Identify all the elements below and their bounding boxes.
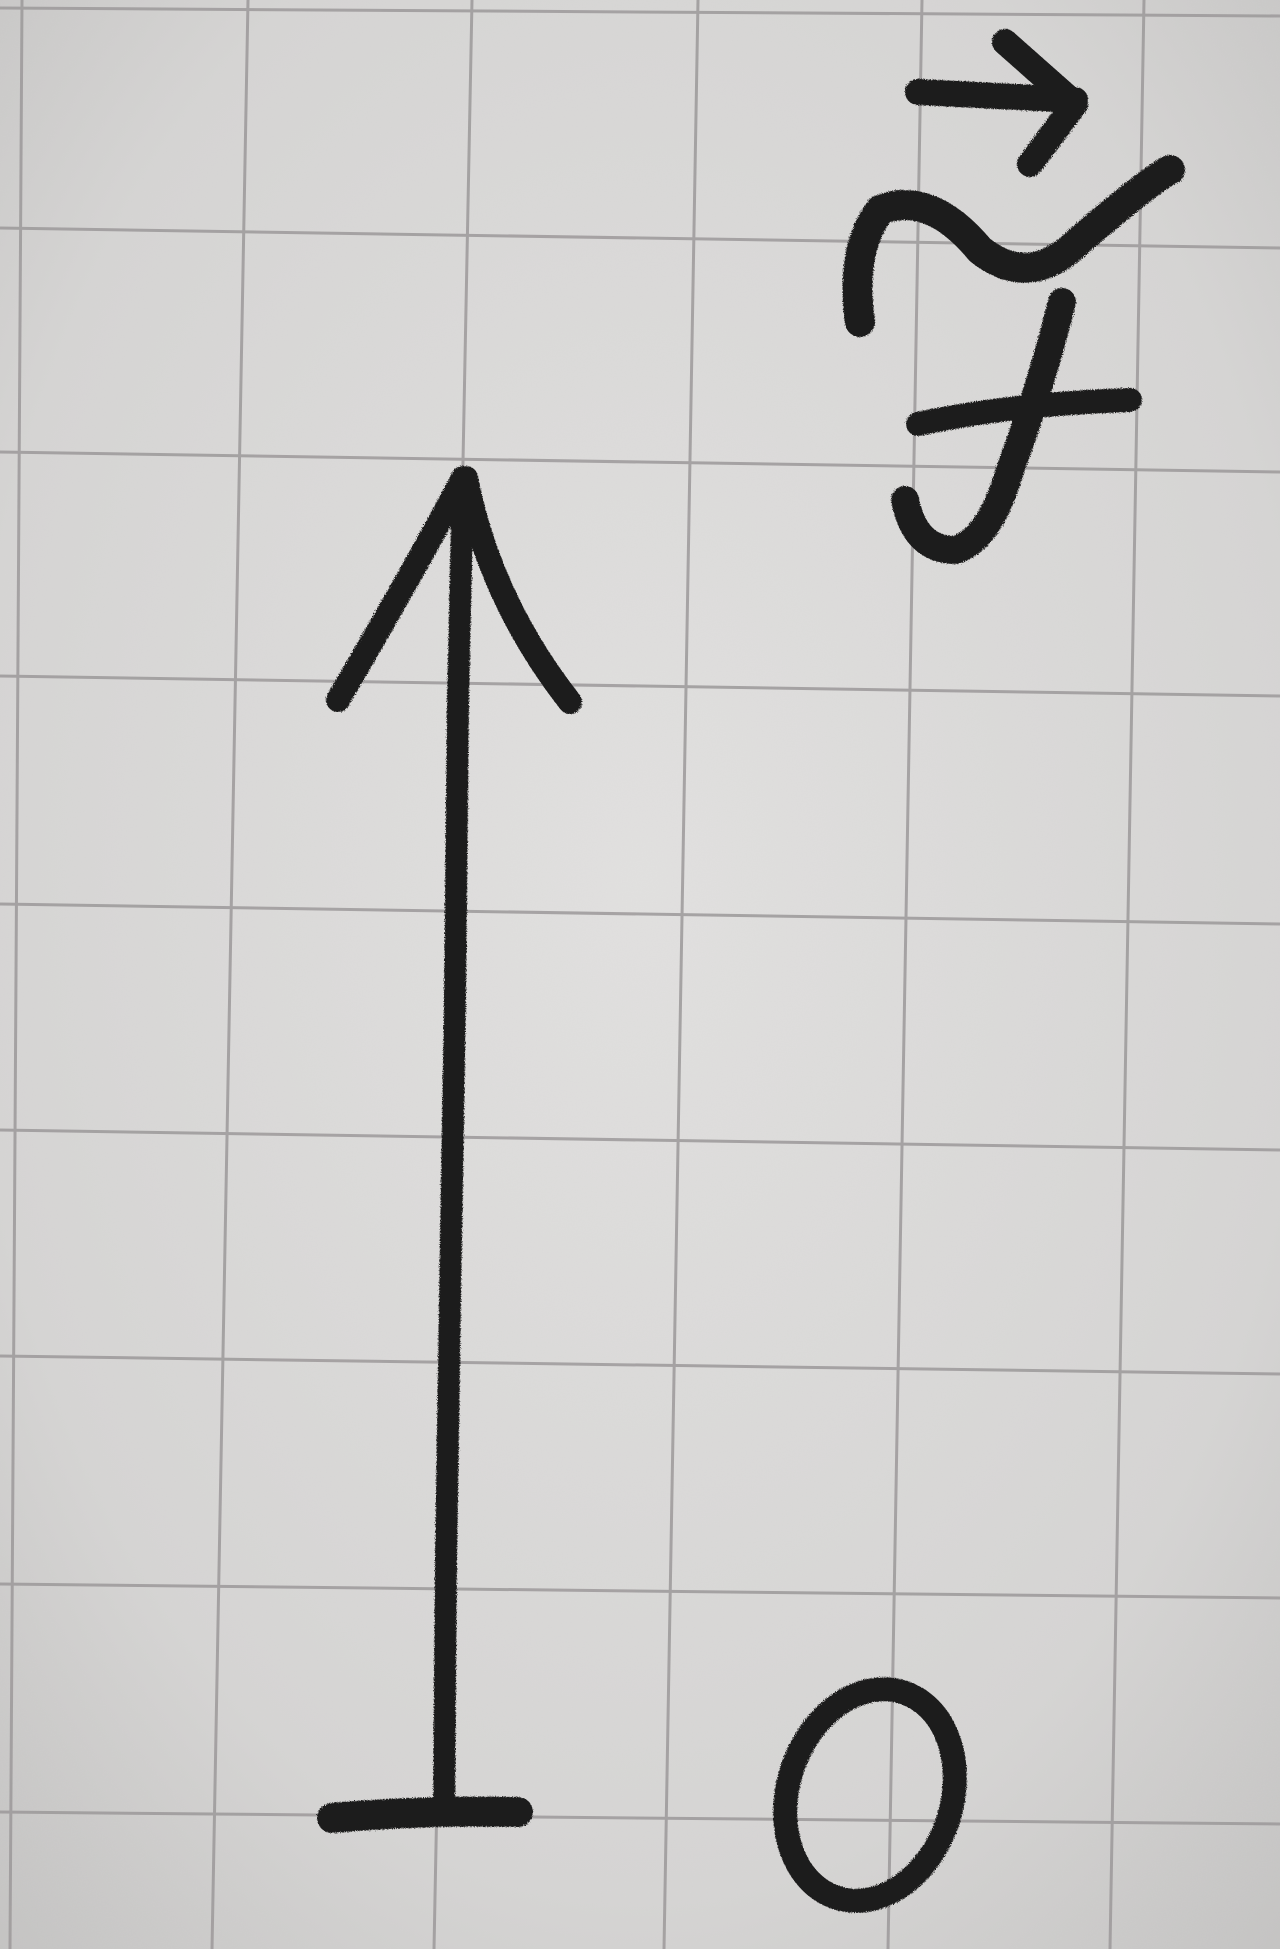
arrow-base-tick — [332, 1812, 518, 1818]
